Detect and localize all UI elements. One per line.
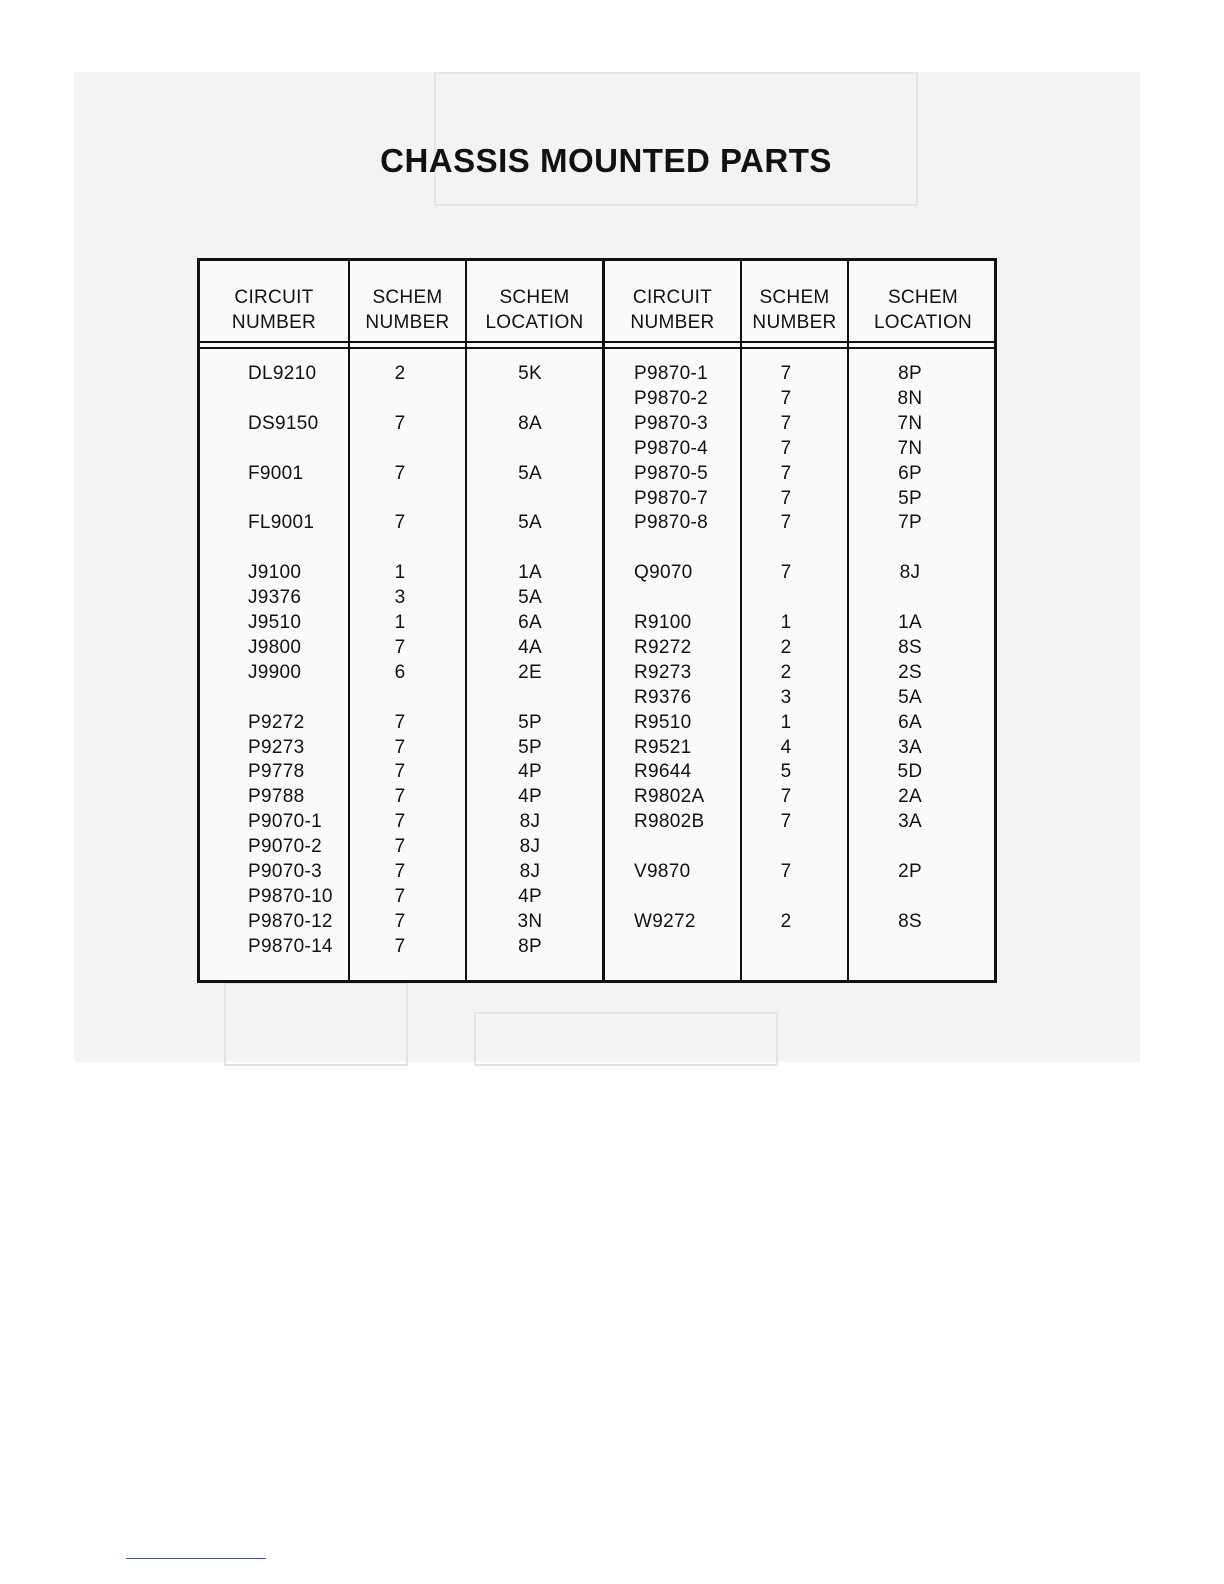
circuit-number-cell: J9900: [248, 661, 302, 683]
schem-number-cell: 7: [780, 512, 792, 534]
schem-number-cell: 7: [394, 935, 406, 957]
schem-location-cell: 8S: [898, 910, 922, 932]
schem-number-cell: 1: [394, 562, 406, 584]
circuit-number-cell: R9273: [634, 661, 692, 683]
circuit-number-cell: J9800: [248, 636, 302, 658]
circuit-number-cell: P9870-4: [634, 437, 708, 459]
schem-location-cell: 5P: [518, 736, 542, 758]
schem-location-cell: 4P: [518, 885, 542, 907]
schem-number-cell: 6: [394, 661, 406, 683]
schem-number-cell: 7: [780, 462, 792, 484]
schem-number-cell: 7: [780, 387, 792, 409]
schem-number-cell: 7: [394, 512, 406, 534]
circuit-number-cell: P9870-5: [634, 462, 708, 484]
schem-location-cell: 7P: [898, 512, 922, 534]
schem-number-cell: 7: [780, 786, 792, 808]
header-rule: [200, 341, 994, 343]
schem-number-cell: 1: [394, 612, 406, 633]
schem-location-cell: 2A: [898, 786, 922, 808]
schem-number-cell: 2: [780, 636, 792, 658]
schem-number-cell: 7: [780, 811, 792, 833]
footer-link-underline: [126, 1558, 266, 1559]
circuit-number-cell: J9100: [248, 562, 302, 584]
column-divider: [348, 261, 350, 980]
schem-location-cell: 8J: [519, 836, 541, 858]
circuit-number-cell: DS9150: [248, 412, 319, 434]
schem-number-cell: 7: [394, 910, 406, 932]
schem-location-cell: 6A: [898, 711, 922, 733]
circuit-number-cell: R9521: [634, 736, 692, 758]
circuit-number-cell: P9870-14: [248, 935, 333, 957]
center-divider: [602, 261, 605, 980]
schem-number-cell: 7: [780, 437, 792, 459]
circuit-number-cell: P9870-1: [634, 363, 708, 384]
header-schem-number-left: [350, 285, 465, 335]
schem-number-cell: 7: [780, 412, 792, 434]
schem-location-cell: 3A: [898, 811, 922, 833]
schem-location-cell: 7N: [897, 437, 923, 459]
circuit-number-cell: R9272: [634, 636, 692, 658]
header-line: SCHEM: [759, 287, 830, 308]
schem-number-cell: 3: [394, 587, 406, 609]
schem-location-cell: 3A: [898, 736, 922, 758]
circuit-number-cell: P9070-2: [248, 836, 322, 858]
schem-location-cell: 4P: [518, 786, 542, 808]
header-schem-location-right: [849, 285, 997, 335]
schem-location-cell: 8A: [518, 412, 542, 434]
schem-number-cell: 1: [780, 711, 792, 733]
schem-location-cell: 6P: [898, 462, 922, 484]
circuit-number-cell: R9100: [634, 612, 692, 633]
circuit-number-cell: P9070-3: [248, 861, 322, 882]
circuit-number-cell: P9273: [248, 736, 305, 758]
header-circuit-number-right: [605, 285, 740, 335]
circuit-number-cell: R9644: [634, 761, 692, 783]
schem-number-cell: 7: [394, 412, 406, 434]
schem-number-cell: 7: [780, 562, 792, 584]
circuit-number-cell: P9788: [248, 786, 305, 808]
circuit-number-cell: Q9070: [634, 562, 693, 584]
header-line: LOCATION: [873, 312, 973, 333]
header-line: NUMBER: [752, 312, 837, 333]
column-divider: [465, 261, 467, 980]
header-schem-number-right: [742, 285, 847, 335]
header-circuit-number-left: [200, 285, 348, 335]
header-line: CIRCUIT: [632, 287, 713, 308]
bleed-through-box: [474, 1012, 778, 1066]
schem-location-cell: 5A: [518, 512, 542, 534]
schem-location-cell: 2P: [898, 861, 922, 882]
schem-location-cell: 4A: [518, 636, 542, 658]
schem-location-cell: 8J: [519, 861, 541, 882]
schem-number-cell: 7: [394, 636, 406, 658]
circuit-number-cell: R9510: [634, 711, 692, 733]
header-line: SCHEM: [372, 287, 443, 308]
header-line: SCHEM: [499, 287, 570, 308]
circuit-number-cell: P9870-3: [634, 412, 708, 434]
schem-location-cell: 7N: [897, 412, 923, 434]
column-divider: [740, 261, 742, 980]
schem-location-cell: 5A: [518, 587, 542, 609]
bleed-through-box: [224, 982, 408, 1066]
circuit-number-cell: P9870-10: [248, 885, 333, 907]
schem-location-cell: 8S: [898, 636, 922, 658]
circuit-number-cell: FL9001: [248, 512, 315, 534]
schem-location-cell: 2S: [898, 661, 922, 683]
schem-location-cell: 5P: [898, 487, 922, 509]
parts-table: [197, 258, 997, 983]
circuit-number-cell: R9802A: [634, 786, 705, 808]
circuit-number-cell: W9272: [634, 910, 696, 932]
schem-number-cell: 4: [780, 736, 792, 758]
schem-number-cell: 7: [394, 711, 406, 733]
schem-number-cell: 2: [780, 910, 792, 932]
schem-location-cell: 8J: [899, 562, 921, 584]
schem-number-cell: 7: [394, 861, 406, 882]
circuit-number-cell: P9272: [248, 711, 305, 733]
circuit-number-cell: P9778: [248, 761, 305, 783]
schem-location-cell: 8N: [897, 387, 923, 409]
schem-number-cell: 7: [780, 861, 792, 882]
header-line: NUMBER: [630, 312, 715, 333]
header-rule: [200, 347, 994, 349]
column-divider: [847, 261, 849, 980]
header-line: NUMBER: [231, 312, 317, 333]
circuit-number-cell: J9510: [248, 612, 302, 633]
circuit-number-cell: P9870-8: [634, 512, 708, 534]
header-schem-location-left: [467, 285, 602, 335]
schem-location-cell: 8P: [898, 363, 922, 384]
header-line: CIRCUIT: [234, 287, 314, 308]
schem-location-cell: 3N: [517, 910, 543, 932]
bleed-through-box: [434, 72, 918, 206]
schem-number-cell: 7: [780, 363, 792, 384]
schem-location-cell: 5D: [897, 761, 923, 783]
schem-location-cell: 1A: [898, 612, 922, 633]
circuit-number-cell: J9376: [248, 587, 302, 609]
schem-number-cell: 1: [780, 612, 792, 633]
circuit-number-cell: P9070-1: [248, 811, 322, 833]
schem-number-cell: 2: [394, 363, 406, 384]
schem-location-cell: 4P: [518, 761, 542, 783]
circuit-number-cell: F9001: [248, 462, 304, 484]
schem-location-cell: 5A: [518, 462, 542, 484]
header-line: LOCATION: [485, 312, 584, 333]
schem-number-cell: 7: [394, 462, 406, 484]
circuit-number-cell: DL9210: [248, 363, 317, 384]
schem-number-cell: 7: [394, 736, 406, 758]
circuit-number-cell: R9376: [634, 686, 692, 708]
schem-number-cell: 2: [780, 661, 792, 683]
circuit-number-cell: P9870-2: [634, 387, 708, 409]
schem-number-cell: 7: [394, 836, 406, 858]
header-line: NUMBER: [365, 312, 450, 333]
schem-location-cell: 5K: [518, 363, 542, 384]
circuit-number-cell: P9870-7: [634, 487, 708, 509]
schem-location-cell: 2E: [518, 661, 542, 683]
schem-number-cell: 7: [394, 885, 406, 907]
schem-location-cell: 5A: [898, 686, 922, 708]
header-line: SCHEM: [887, 287, 959, 308]
schem-number-cell: 3: [780, 686, 792, 708]
circuit-number-cell: R9802B: [634, 811, 705, 833]
schem-location-cell: 8J: [519, 811, 541, 833]
schem-number-cell: 7: [394, 811, 406, 833]
schem-location-cell: 1A: [518, 562, 542, 584]
schem-number-cell: 7: [394, 786, 406, 808]
circuit-number-cell: P9870-12: [248, 910, 333, 932]
schem-location-cell: 6A: [518, 612, 542, 633]
schem-location-cell: 8P: [518, 935, 542, 957]
schem-number-cell: 5: [780, 761, 792, 783]
schem-location-cell: 5P: [518, 711, 542, 733]
page-title: CHASSIS MOUNTED PARTS: [380, 142, 832, 179]
schem-number-cell: 7: [780, 487, 792, 509]
schem-number-cell: 7: [394, 761, 406, 783]
circuit-number-cell: V9870: [634, 861, 691, 882]
